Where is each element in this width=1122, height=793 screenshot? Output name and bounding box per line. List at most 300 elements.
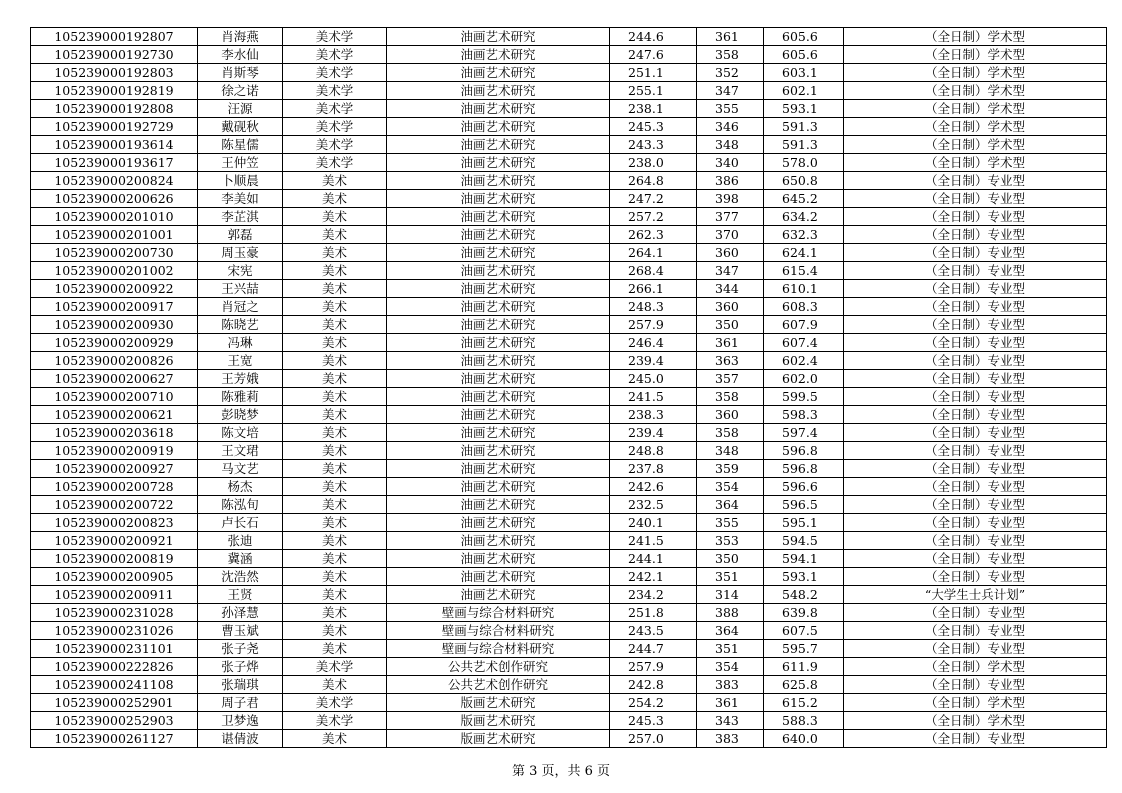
direction-cell: 油画艺术研究 [387,226,610,244]
name-cell: 陈文培 [198,424,283,442]
total-cell: 625.8 [764,676,844,694]
name-cell: 杨杰 [198,478,283,496]
type-cell: （全日制）专业型 [844,550,1107,568]
score2-cell: 351 [697,640,764,658]
total-cell: 650.8 [764,172,844,190]
score1-cell: 241.5 [610,388,697,406]
exam-id-cell: 105239000200621 [31,406,198,424]
type-cell: （全日制）专业型 [844,532,1107,550]
exam-id-cell: 105239000200730 [31,244,198,262]
table-row [31,190,1107,208]
exam-id-cell: 105239000203618 [31,424,198,442]
score2-cell: 364 [697,496,764,514]
type-cell: （全日制）专业型 [844,640,1107,658]
direction-cell: 油画艺术研究 [387,190,610,208]
major-cell: 美术 [283,352,387,370]
type-cell: （全日制）专业型 [844,442,1107,460]
score1-cell: 248.3 [610,298,697,316]
total-cell: 607.4 [764,334,844,352]
direction-cell: 油画艺术研究 [387,100,610,118]
major-cell: 美术学 [283,118,387,136]
direction-cell: 油画艺术研究 [387,280,610,298]
score2-cell: 348 [697,136,764,154]
major-cell: 美术 [283,478,387,496]
direction-cell: 油画艺术研究 [387,478,610,496]
name-cell: 马文艺 [198,460,283,478]
total-cell: 615.2 [764,694,844,712]
type-cell: （全日制）专业型 [844,496,1107,514]
name-cell: 卜顺晨 [198,172,283,190]
major-cell: 美术学 [283,100,387,118]
score1-cell: 238.3 [610,406,697,424]
total-cell: 603.1 [764,64,844,82]
exam-id-cell: 105239000193617 [31,154,198,172]
exam-id-cell: 105239000201002 [31,262,198,280]
table-row [31,496,1107,514]
major-cell: 美术 [283,190,387,208]
score2-cell: 352 [697,64,764,82]
type-cell: （全日制）专业型 [844,478,1107,496]
direction-cell: 油画艺术研究 [387,586,610,604]
major-cell: 美术 [283,586,387,604]
score2-cell: 340 [697,154,764,172]
direction-cell: 公共艺术创作研究 [387,658,610,676]
total-cell: 593.1 [764,568,844,586]
type-cell: （全日制）学术型 [844,136,1107,154]
type-cell: （全日制）专业型 [844,262,1107,280]
name-cell: 彭晓梦 [198,406,283,424]
exam-id-cell: 105239000200930 [31,316,198,334]
exam-id-cell: 105239000200929 [31,334,198,352]
major-cell: 美术 [283,244,387,262]
score1-cell: 244.6 [610,28,697,46]
type-cell: （全日制）专业型 [844,280,1107,298]
direction-cell: 油画艺术研究 [387,136,610,154]
exam-id-cell: 105239000252901 [31,694,198,712]
score2-cell: 360 [697,244,764,262]
type-cell: （全日制）专业型 [844,424,1107,442]
table-row [31,154,1107,172]
name-cell: 郭磊 [198,226,283,244]
score2-cell: 370 [697,226,764,244]
exam-id-cell: 105239000200919 [31,442,198,460]
direction-cell: 油画艺术研究 [387,172,610,190]
type-cell: （全日制）学术型 [844,658,1107,676]
major-cell: 美术 [283,262,387,280]
type-cell: （全日制）专业型 [844,316,1107,334]
exam-id-cell: 105239000201010 [31,208,198,226]
score1-cell: 257.2 [610,208,697,226]
name-cell: 李芷淇 [198,208,283,226]
type-cell: （全日制）专业型 [844,514,1107,532]
direction-cell: 油画艺术研究 [387,316,610,334]
score1-cell: 239.4 [610,424,697,442]
direction-cell: 壁画与综合材料研究 [387,640,610,658]
exam-id-cell: 105239000200819 [31,550,198,568]
major-cell: 美术学 [283,46,387,64]
exam-id-cell: 105239000200911 [31,586,198,604]
score1-cell: 246.4 [610,334,697,352]
exam-id-cell: 105239000192729 [31,118,198,136]
total-cell: 596.6 [764,478,844,496]
exam-id-cell: 105239000231026 [31,622,198,640]
type-cell: （全日制）学术型 [844,28,1107,46]
score2-cell: 383 [697,676,764,694]
name-cell: 肖斯琴 [198,64,283,82]
score2-cell: 359 [697,460,764,478]
score2-cell: 350 [697,550,764,568]
table-row [31,622,1107,640]
direction-cell: 油画艺术研究 [387,370,610,388]
table-row [31,568,1107,586]
score1-cell: 254.2 [610,694,697,712]
score2-cell: 361 [697,694,764,712]
name-cell: 卢长石 [198,514,283,532]
major-cell: 美术 [283,460,387,478]
major-cell: 美术 [283,280,387,298]
direction-cell: 油画艺术研究 [387,82,610,100]
name-cell: 王兴喆 [198,280,283,298]
score1-cell: 266.1 [610,280,697,298]
exam-id-cell: 105239000261127 [31,730,198,748]
table-row [31,352,1107,370]
major-cell: 美术 [283,496,387,514]
type-cell: （全日制）学术型 [844,154,1107,172]
direction-cell: 油画艺术研究 [387,568,610,586]
score2-cell: 353 [697,532,764,550]
score2-cell: 361 [697,28,764,46]
total-cell: 596.8 [764,460,844,478]
exam-id-cell: 105239000192803 [31,64,198,82]
direction-cell: 油画艺术研究 [387,118,610,136]
major-cell: 美术 [283,604,387,622]
major-cell: 美术 [283,640,387,658]
total-cell: 602.0 [764,370,844,388]
name-cell: 张瑞琪 [198,676,283,694]
exam-id-cell: 105239000222826 [31,658,198,676]
type-cell: （全日制）学术型 [844,712,1107,730]
exam-id-cell: 105239000200905 [31,568,198,586]
name-cell: 肖冠之 [198,298,283,316]
direction-cell: 油画艺术研究 [387,28,610,46]
major-cell: 美术 [283,226,387,244]
page-footer: 第 3 页，共 6 页 [511,764,611,779]
direction-cell: 壁画与综合材料研究 [387,622,610,640]
score2-cell: 348 [697,442,764,460]
type-cell: （全日制）专业型 [844,370,1107,388]
table-row [31,118,1107,136]
total-cell: 607.5 [764,622,844,640]
major-cell: 美术 [283,442,387,460]
name-cell: 张迪 [198,532,283,550]
score2-cell: 354 [697,478,764,496]
table-row [31,658,1107,676]
total-cell: 607.9 [764,316,844,334]
table-row [31,406,1107,424]
name-cell: 冀涵 [198,550,283,568]
table-row [31,28,1107,46]
table-row [31,172,1107,190]
score2-cell: 355 [697,514,764,532]
exam-id-cell: 105239000200626 [31,190,198,208]
total-cell: 602.1 [764,82,844,100]
exam-id-cell: 105239000192730 [31,46,198,64]
direction-cell: 公共艺术创作研究 [387,676,610,694]
name-cell: 沈浩然 [198,568,283,586]
score1-cell: 241.5 [610,532,697,550]
table-row [31,280,1107,298]
score1-cell: 248.8 [610,442,697,460]
score1-cell: 245.3 [610,118,697,136]
type-cell: （全日制）专业型 [844,460,1107,478]
table-row [31,712,1107,730]
score2-cell: 360 [697,298,764,316]
major-cell: 美术学 [283,712,387,730]
score2-cell: 347 [697,82,764,100]
score1-cell: 257.9 [610,658,697,676]
score1-cell: 244.7 [610,640,697,658]
type-cell: （全日制）专业型 [844,730,1107,748]
total-cell: 624.1 [764,244,844,262]
major-cell: 美术 [283,298,387,316]
exam-id-cell: 105239000200728 [31,478,198,496]
exam-id-cell: 105239000200823 [31,514,198,532]
major-cell: 美术 [283,568,387,586]
major-cell: 美术学 [283,694,387,712]
table-row [31,460,1107,478]
direction-cell: 版画艺术研究 [387,694,610,712]
name-cell: 王仲笠 [198,154,283,172]
name-cell: 陈泓旬 [198,496,283,514]
name-cell: 谌倩波 [198,730,283,748]
score1-cell: 247.2 [610,190,697,208]
score1-cell: 264.1 [610,244,697,262]
total-cell: 597.4 [764,424,844,442]
major-cell: 美术 [283,388,387,406]
score1-cell: 245.3 [610,712,697,730]
total-cell: 610.1 [764,280,844,298]
total-cell: 596.5 [764,496,844,514]
score2-cell: 364 [697,622,764,640]
exam-id-cell: 105239000192807 [31,28,198,46]
type-cell: （全日制）专业型 [844,208,1107,226]
table-row [31,550,1107,568]
score2-cell: 314 [697,586,764,604]
type-cell: （全日制）专业型 [844,172,1107,190]
name-cell: 孙泽慧 [198,604,283,622]
direction-cell: 油画艺术研究 [387,244,610,262]
total-cell: 588.3 [764,712,844,730]
table-row [31,208,1107,226]
exam-id-cell: 105239000192819 [31,82,198,100]
major-cell: 美术 [283,550,387,568]
total-cell: 578.0 [764,154,844,172]
direction-cell: 油画艺术研究 [387,550,610,568]
name-cell: 周玉豪 [198,244,283,262]
score2-cell: 386 [697,172,764,190]
type-cell: （全日制）学术型 [844,82,1107,100]
direction-cell: 油画艺术研究 [387,442,610,460]
major-cell: 美术 [283,676,387,694]
type-cell: （全日制）学术型 [844,64,1107,82]
name-cell: 王贤 [198,586,283,604]
major-cell: 美术 [283,406,387,424]
table-row [31,586,1107,604]
type-cell: “大学生士兵计划” [844,586,1107,604]
score1-cell: 251.1 [610,64,697,82]
results-table [30,27,1107,748]
score2-cell: 388 [697,604,764,622]
major-cell: 美术 [283,208,387,226]
direction-cell: 油画艺术研究 [387,460,610,478]
name-cell: 戴砚秋 [198,118,283,136]
exam-id-cell: 105239000200710 [31,388,198,406]
major-cell: 美术 [283,514,387,532]
exam-id-cell: 105239000200927 [31,460,198,478]
total-cell: 640.0 [764,730,844,748]
score1-cell: 244.1 [610,550,697,568]
score1-cell: 247.6 [610,46,697,64]
table-row [31,640,1107,658]
total-cell: 645.2 [764,190,844,208]
direction-cell: 油画艺术研究 [387,208,610,226]
total-cell: 595.7 [764,640,844,658]
table-row [31,514,1107,532]
score1-cell: 257.9 [610,316,697,334]
direction-cell: 油画艺术研究 [387,262,610,280]
exam-id-cell: 105239000201001 [31,226,198,244]
exam-id-cell: 105239000252903 [31,712,198,730]
name-cell: 王文珺 [198,442,283,460]
score1-cell: 262.3 [610,226,697,244]
total-cell: 605.6 [764,46,844,64]
total-cell: 608.3 [764,298,844,316]
table-row [31,82,1107,100]
name-cell: 李美如 [198,190,283,208]
score1-cell: 242.6 [610,478,697,496]
total-cell: 632.3 [764,226,844,244]
score2-cell: 358 [697,388,764,406]
name-cell: 周子君 [198,694,283,712]
total-cell: 634.2 [764,208,844,226]
major-cell: 美术学 [283,82,387,100]
direction-cell: 油画艺术研究 [387,64,610,82]
score2-cell: 343 [697,712,764,730]
direction-cell: 油画艺术研究 [387,388,610,406]
name-cell: 卫梦逸 [198,712,283,730]
major-cell: 美术 [283,532,387,550]
name-cell: 张子尧 [198,640,283,658]
score2-cell: 363 [697,352,764,370]
table-row [31,46,1107,64]
table-row [31,424,1107,442]
table-row [31,64,1107,82]
exam-id-cell: 105239000241108 [31,676,198,694]
score2-cell: 355 [697,100,764,118]
total-cell: 599.5 [764,388,844,406]
direction-cell: 油画艺术研究 [387,352,610,370]
name-cell: 王宽 [198,352,283,370]
direction-cell: 油画艺术研究 [387,514,610,532]
name-cell: 陈雅莉 [198,388,283,406]
major-cell: 美术 [283,730,387,748]
table-row [31,730,1107,748]
table-row [31,244,1107,262]
direction-cell: 油画艺术研究 [387,46,610,64]
score2-cell: 398 [697,190,764,208]
type-cell: （全日制）学术型 [844,694,1107,712]
total-cell: 594.1 [764,550,844,568]
name-cell: 徐之诺 [198,82,283,100]
type-cell: （全日制）学术型 [844,100,1107,118]
exam-id-cell: 105239000200922 [31,280,198,298]
major-cell: 美术 [283,370,387,388]
type-cell: （全日制）学术型 [844,118,1107,136]
score1-cell: 238.0 [610,154,697,172]
score1-cell: 240.1 [610,514,697,532]
name-cell: 陈星儒 [198,136,283,154]
type-cell: （全日制）专业型 [844,244,1107,262]
score1-cell: 251.8 [610,604,697,622]
table-row [31,532,1107,550]
exam-id-cell: 105239000200824 [31,172,198,190]
direction-cell: 版画艺术研究 [387,712,610,730]
total-cell: 591.3 [764,118,844,136]
name-cell: 李水仙 [198,46,283,64]
exam-id-cell: 105239000192808 [31,100,198,118]
exam-id-cell: 105239000231101 [31,640,198,658]
score2-cell: 383 [697,730,764,748]
score1-cell: 243.5 [610,622,697,640]
major-cell: 美术学 [283,658,387,676]
exam-id-cell: 105239000193614 [31,136,198,154]
name-cell: 冯琳 [198,334,283,352]
exam-id-cell: 105239000200917 [31,298,198,316]
score1-cell: 255.1 [610,82,697,100]
total-cell: 615.4 [764,262,844,280]
type-cell: （全日制）专业型 [844,388,1107,406]
major-cell: 美术学 [283,64,387,82]
direction-cell: 油画艺术研究 [387,406,610,424]
score2-cell: 346 [697,118,764,136]
score1-cell: 243.3 [610,136,697,154]
score2-cell: 350 [697,316,764,334]
name-cell: 汪源 [198,100,283,118]
name-cell: 王芳娥 [198,370,283,388]
direction-cell: 油画艺术研究 [387,298,610,316]
total-cell: 591.3 [764,136,844,154]
score1-cell: 237.8 [610,460,697,478]
major-cell: 美术学 [283,28,387,46]
table-row [31,334,1107,352]
score2-cell: 360 [697,406,764,424]
table-row [31,676,1107,694]
major-cell: 美术学 [283,154,387,172]
total-cell: 595.1 [764,514,844,532]
table-row [31,442,1107,460]
table-row [31,388,1107,406]
name-cell: 张子烨 [198,658,283,676]
direction-cell: 油画艺术研究 [387,532,610,550]
score1-cell: 268.4 [610,262,697,280]
direction-cell: 油画艺术研究 [387,334,610,352]
total-cell: 548.2 [764,586,844,604]
table-row [31,370,1107,388]
score1-cell: 257.0 [610,730,697,748]
total-cell: 594.5 [764,532,844,550]
major-cell: 美术 [283,172,387,190]
major-cell: 美术 [283,334,387,352]
